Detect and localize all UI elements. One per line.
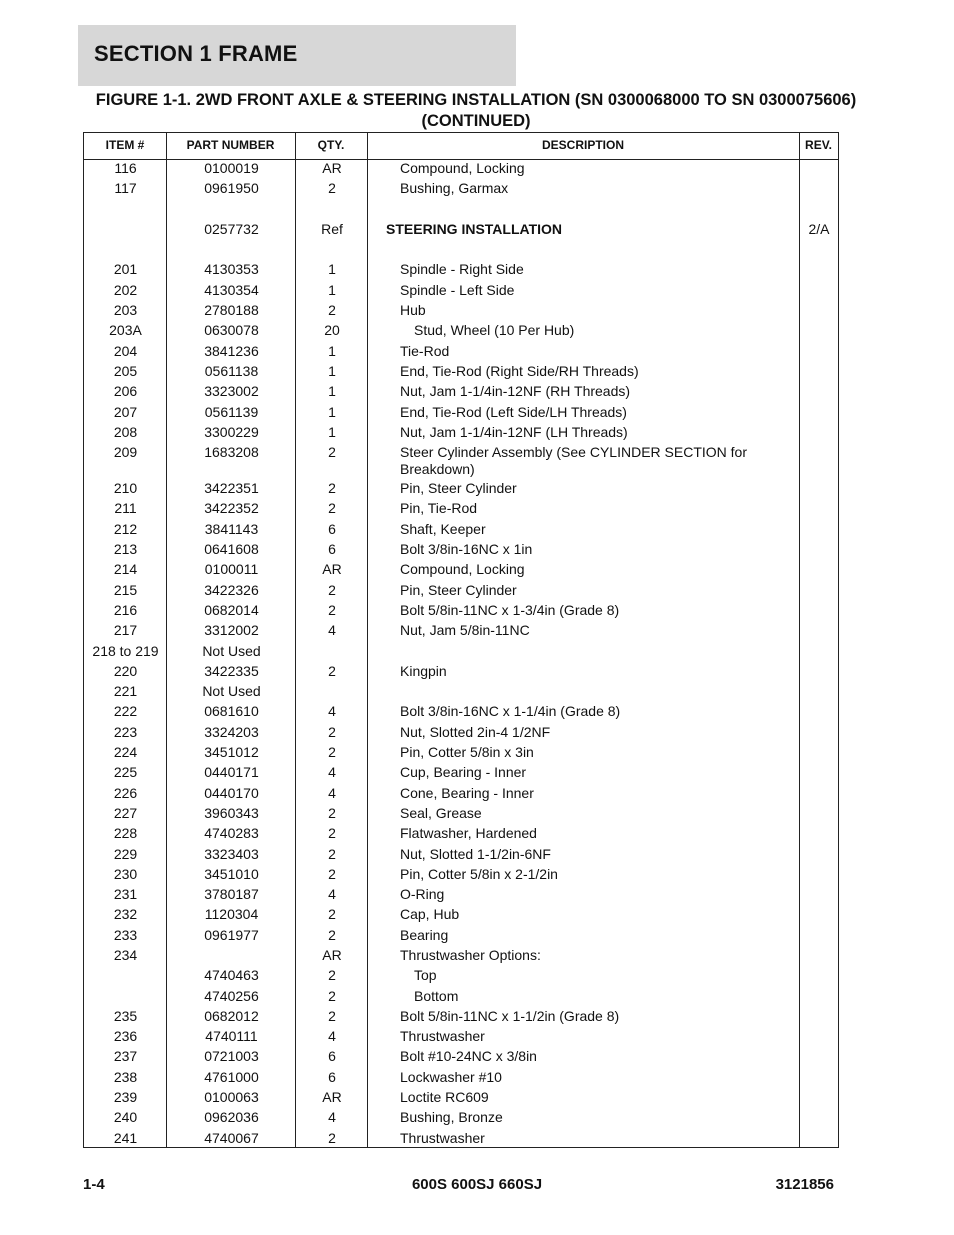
cell-qty: 2	[328, 744, 336, 761]
cell-item: 225	[113, 764, 138, 781]
cell-part-number: 3323002	[204, 383, 259, 400]
table-row	[84, 642, 838, 662]
cell-item: 117	[114, 180, 137, 197]
cell-description: Shaft, Keeper	[400, 520, 486, 537]
header-part-number: PART NUMBER	[186, 138, 275, 152]
cell-qty: 1	[328, 403, 336, 420]
cell-item: 228	[113, 825, 138, 842]
cell-description: Bushing, Garmax	[400, 180, 509, 197]
cell-part-number: 4130353	[204, 261, 259, 278]
cell-qty: 1	[328, 362, 336, 379]
cell-item: 208	[113, 423, 138, 440]
cell-item: 229	[113, 845, 138, 862]
cell-qty: 2	[328, 865, 336, 882]
cell-part-number: 1683208	[204, 444, 259, 461]
cell-description: Kingpin	[400, 662, 447, 679]
cell-item: 220	[113, 662, 138, 679]
cell-qty: 2	[328, 804, 336, 821]
table-row	[84, 601, 838, 621]
cell-description	[400, 683, 780, 685]
cell-item: 231	[113, 886, 138, 903]
cell-description	[400, 201, 780, 203]
cell-qty: 6	[328, 1068, 336, 1085]
cell-part-number: 4761000	[204, 1068, 259, 1085]
cell-description: O-Ring	[400, 886, 445, 903]
table-row	[84, 1027, 838, 1047]
cell-part-number: 4740256	[204, 987, 259, 1004]
table-row	[84, 1047, 838, 1067]
cell-description: STEERING INSTALLATION	[386, 220, 563, 237]
cell-item: 237	[113, 1048, 138, 1065]
cell-item: 222	[113, 703, 138, 720]
cell-item: 238	[113, 1068, 138, 1085]
cell-item: 209	[113, 444, 138, 461]
cell-qty: 2	[328, 500, 336, 517]
cell-item: 216	[113, 601, 138, 618]
cell-part-number: 3780187	[204, 886, 259, 903]
table-row	[84, 260, 838, 280]
cell-item: 202	[113, 281, 138, 298]
cell-part-number: 0961977	[204, 926, 259, 943]
model-names: 600S 600SJ 660SJ	[411, 1176, 543, 1193]
cell-description: Nut, Slotted 2in-4 1/2NF	[400, 723, 551, 740]
cell-qty: 2	[328, 926, 336, 943]
cell-qty: 4	[328, 1028, 336, 1045]
cell-part-number: 3422326	[204, 581, 259, 598]
table-row	[84, 905, 838, 925]
cell-item: 235	[113, 1007, 138, 1024]
table-row	[84, 301, 838, 321]
cell-part-number: 2780188	[204, 302, 259, 319]
cell-item: 232	[113, 906, 138, 923]
cell-qty: 2	[328, 723, 336, 740]
cell-item: 234	[113, 946, 138, 963]
cell-item: 210	[113, 480, 138, 497]
cell-qty: 2	[328, 662, 336, 679]
cell-qty: 6	[328, 520, 336, 537]
table-row	[84, 560, 838, 580]
cell-description	[400, 643, 780, 645]
table-row	[84, 743, 838, 763]
table-row	[84, 824, 838, 844]
table-row	[84, 804, 838, 824]
cell-part-number: 3451010	[204, 865, 259, 882]
table-row	[84, 159, 838, 179]
cell-qty: 2	[328, 845, 336, 862]
table-spacer-row	[84, 240, 838, 260]
table-row	[84, 423, 838, 443]
cell-part-number: 3422352	[204, 500, 259, 517]
table-row	[84, 987, 838, 1007]
cell-part-number: 0100011	[204, 561, 259, 578]
cell-qty: 2	[328, 967, 336, 984]
cell-qty: 2	[328, 825, 336, 842]
cell-description: Seal, Grease	[400, 804, 482, 821]
cell-description: Bolt 3/8in-16NC x 1-1/4in (Grade 8)	[400, 703, 621, 720]
table-row	[84, 865, 838, 885]
cell-qty: AR	[322, 561, 342, 578]
header-description: DESCRIPTION	[541, 138, 624, 152]
cell-description: Cone, Bearing - Inner	[400, 784, 534, 801]
cell-item: 241	[113, 1129, 138, 1146]
cell-description: Pin, Cotter 5/8in x 2-1/2in	[400, 865, 558, 882]
cell-description: Cup, Bearing - Inner	[400, 764, 527, 781]
table-body	[84, 159, 838, 1149]
cell-part-number: 0630078	[204, 322, 259, 339]
figure-title: FIGURE 1-1. 2WD FRONT AXLE & STEERING INSTALLATION (SN 0300068000 TO SN 0300075606) (CONTINUED)	[95, 91, 857, 130]
cell-part-number: 0561138	[204, 362, 259, 379]
cell-qty: 1	[328, 281, 336, 298]
table-row	[84, 1129, 838, 1149]
cell-item: 221	[113, 683, 138, 700]
cell-item: 214	[113, 561, 138, 578]
cell-part-number: 3960343	[204, 804, 259, 821]
table-row	[84, 179, 838, 199]
cell-description: End, Tie-Rod (Left Side/LH Threads)	[400, 403, 627, 420]
cell-item: 201	[113, 261, 138, 278]
cell-description: Nut, Slotted 1-1/2in-6NF	[400, 845, 551, 862]
header-item: ITEM #	[105, 138, 145, 152]
cell-qty: 1	[328, 383, 336, 400]
table-row	[84, 362, 838, 382]
cell-description: Pin, Steer Cylinder	[400, 480, 517, 497]
cell-description: Loctite RC609	[400, 1089, 489, 1106]
table-spacer-row	[84, 200, 838, 220]
table-row	[84, 520, 838, 540]
cell-part-number: 0961950	[204, 180, 259, 197]
cell-item: 240	[113, 1109, 138, 1126]
table-row	[84, 682, 838, 702]
cell-description: Top	[414, 967, 437, 984]
cell-qty: 1	[328, 342, 336, 359]
cell-item: 206	[113, 383, 138, 400]
cell-item: 204	[113, 342, 138, 359]
cell-part-number: 4130354	[204, 281, 259, 298]
table-row	[84, 966, 838, 986]
cell-description: Cap, Hub	[400, 906, 460, 923]
cell-qty: 6	[328, 1048, 336, 1065]
cell-description: Steer Cylinder Assembly (See CYLINDER SECTION for Breakdown)	[400, 444, 747, 478]
cell-part-number: 0440171	[204, 764, 259, 781]
cell-part-number: Not Used	[202, 642, 261, 659]
cell-description: Bolt 3/8in-16NC x 1in	[400, 541, 533, 558]
cell-item: 203A	[109, 322, 142, 339]
cell-description: Stud, Wheel (10 Per Hub)	[414, 322, 575, 339]
cell-part-number: 0100063	[204, 1089, 259, 1106]
cell-qty: 20	[324, 322, 340, 339]
cell-part-number: 0100019	[204, 160, 259, 176]
cell-item: 227	[113, 804, 138, 821]
cell-description: Bottom	[414, 987, 459, 1004]
table-row	[84, 926, 838, 946]
header-qty: QTY.	[317, 138, 345, 152]
cell-item: 116	[114, 160, 137, 176]
table-row	[84, 220, 838, 240]
cell-description: Pin, Cotter 5/8in x 3in	[400, 744, 534, 761]
cell-description: Bearing	[400, 926, 449, 943]
cell-description: Spindle - Left Side	[400, 281, 515, 298]
cell-qty: 2	[328, 1007, 336, 1024]
table-row	[84, 479, 838, 499]
cell-part-number: 0641608	[204, 541, 259, 558]
cell-qty: 4	[328, 622, 336, 639]
table-row	[84, 763, 838, 783]
table-row	[84, 382, 838, 402]
cell-description: Bushing, Bronze	[400, 1109, 503, 1126]
cell-description: Lockwasher #10	[400, 1068, 502, 1085]
cell-qty: 1	[328, 261, 336, 278]
cell-item: 224	[113, 744, 138, 761]
table-row	[84, 581, 838, 601]
table-row	[84, 1108, 838, 1128]
cell-description: Tie-Rod	[400, 342, 450, 359]
cell-part-number: 3312002	[204, 622, 259, 639]
cell-rev: 2/A	[808, 220, 830, 237]
cell-qty: AR	[322, 160, 342, 176]
cell-part-number: 0682012	[204, 1007, 259, 1024]
cell-item: 203	[113, 302, 138, 319]
cell-part-number: 3451012	[204, 744, 259, 761]
cell-part-number: 4740463	[204, 967, 259, 984]
cell-description: Hub	[400, 302, 426, 319]
table-row	[84, 321, 838, 341]
cell-description: Nut, Jam 1-1/4in-12NF (LH Threads)	[400, 423, 628, 440]
table-row	[84, 702, 838, 722]
table-row	[84, 662, 838, 682]
header-rev: REV.	[805, 138, 832, 152]
cell-qty: 2	[328, 180, 336, 197]
cell-description: Compound, Locking	[400, 561, 525, 578]
cell-qty: 1	[328, 423, 336, 440]
cell-description: Pin, Steer Cylinder	[400, 581, 517, 598]
table-row	[84, 281, 838, 301]
document-number: 3121856	[775, 1176, 834, 1193]
cell-qty: 2	[328, 302, 336, 319]
cell-item: 239	[113, 1089, 138, 1106]
cell-item: 233	[113, 926, 138, 943]
cell-description: Bolt 5/8in-11NC x 1-3/4in (Grade 8)	[400, 601, 620, 618]
cell-item: 236	[113, 1028, 138, 1045]
section-title: SECTION 1 FRAME	[94, 41, 298, 66]
cell-description: Flatwasher, Hardened	[400, 825, 537, 842]
cell-item: 213	[113, 541, 138, 558]
cell-qty: 2	[328, 444, 336, 461]
cell-description: End, Tie-Rod (Right Side/RH Threads)	[400, 362, 639, 379]
table-row	[84, 1068, 838, 1088]
cell-part-number: 0682014	[204, 601, 259, 618]
cell-item: 215	[113, 581, 138, 598]
cell-qty: AR	[322, 1089, 342, 1106]
cell-qty: 2	[328, 987, 336, 1004]
cell-part-number: 3422335	[204, 662, 259, 679]
cell-part-number: 0962036	[204, 1109, 259, 1126]
cell-item: 230	[113, 865, 138, 882]
cell-part-number: Not Used	[202, 683, 261, 700]
cell-description: Nut, Jam 5/8in-11NC	[400, 622, 530, 639]
page-number: 1-4	[83, 1176, 105, 1193]
cell-part-number: 3300229	[204, 423, 259, 440]
cell-part-number: 0681610	[204, 703, 259, 720]
table-row	[84, 403, 838, 423]
cell-description: Thrustwasher	[400, 1028, 485, 1045]
cell-qty: AR	[322, 946, 342, 963]
table-row	[84, 885, 838, 905]
cell-qty: 2	[328, 906, 336, 923]
cell-item: 212	[113, 520, 138, 537]
cell-item: 211	[114, 500, 137, 517]
table-row	[84, 784, 838, 804]
table-row	[84, 443, 838, 479]
cell-qty: 4	[328, 764, 336, 781]
cell-qty: 4	[328, 1109, 336, 1126]
cell-item: 223	[113, 723, 138, 740]
cell-item: 226	[113, 784, 138, 801]
table-row	[84, 540, 838, 560]
table-row	[84, 499, 838, 519]
table-row	[84, 1088, 838, 1108]
cell-item: 218 to 219	[92, 642, 159, 659]
cell-qty: 2	[328, 480, 336, 497]
cell-part-number: 0721003	[204, 1048, 259, 1065]
table-row	[84, 723, 838, 743]
cell-description: Bolt #10-24NC x 3/8in	[400, 1048, 537, 1065]
cell-part-number: 4740067	[204, 1129, 259, 1146]
cell-part-number: 0440170	[204, 784, 259, 801]
cell-qty: 4	[328, 886, 336, 903]
cell-description: Bolt 5/8in-11NC x 1-1/2in (Grade 8)	[400, 1007, 620, 1024]
cell-qty: 4	[328, 784, 336, 801]
cell-description: Nut, Jam 1-1/4in-12NF (RH Threads)	[400, 383, 631, 400]
cell-description: Spindle - Right Side	[400, 261, 524, 278]
cell-item: 205	[113, 362, 138, 379]
table-row	[84, 1007, 838, 1027]
cell-qty: 6	[328, 541, 336, 558]
cell-description: Pin, Tie-Rod	[400, 500, 478, 517]
cell-qty: Ref	[321, 220, 343, 237]
cell-description: Compound, Locking	[400, 160, 525, 176]
cell-qty: 4	[328, 703, 336, 720]
table-header-row	[84, 133, 838, 160]
table-row	[84, 946, 838, 966]
cell-item: 207	[113, 403, 138, 420]
cell-part-number: 4740111	[205, 1028, 258, 1045]
cell-part-number: 3323403	[204, 845, 259, 862]
cell-part-number: 0257732	[204, 220, 259, 237]
section-header-band	[78, 25, 516, 86]
cell-part-number: 3422351	[204, 480, 259, 497]
table-row	[84, 845, 838, 865]
cell-part-number: 4740283	[204, 825, 259, 842]
cell-description: Thrustwasher	[400, 1129, 485, 1146]
cell-part-number: 1120304	[204, 906, 259, 923]
cell-qty: 2	[328, 1129, 336, 1146]
cell-description	[400, 241, 780, 243]
cell-description: Thrustwasher Options:	[400, 946, 541, 963]
table-row	[84, 621, 838, 641]
cell-qty: 2	[328, 601, 336, 618]
cell-part-number: 3324203	[204, 723, 259, 740]
cell-part-number: 0561139	[204, 403, 259, 420]
table-row	[84, 342, 838, 362]
cell-part-number: 3841236	[204, 342, 259, 359]
cell-qty: 2	[328, 581, 336, 598]
cell-part-number: 3841143	[204, 520, 259, 537]
cell-item: 217	[113, 622, 138, 639]
parts-table	[83, 132, 839, 1148]
